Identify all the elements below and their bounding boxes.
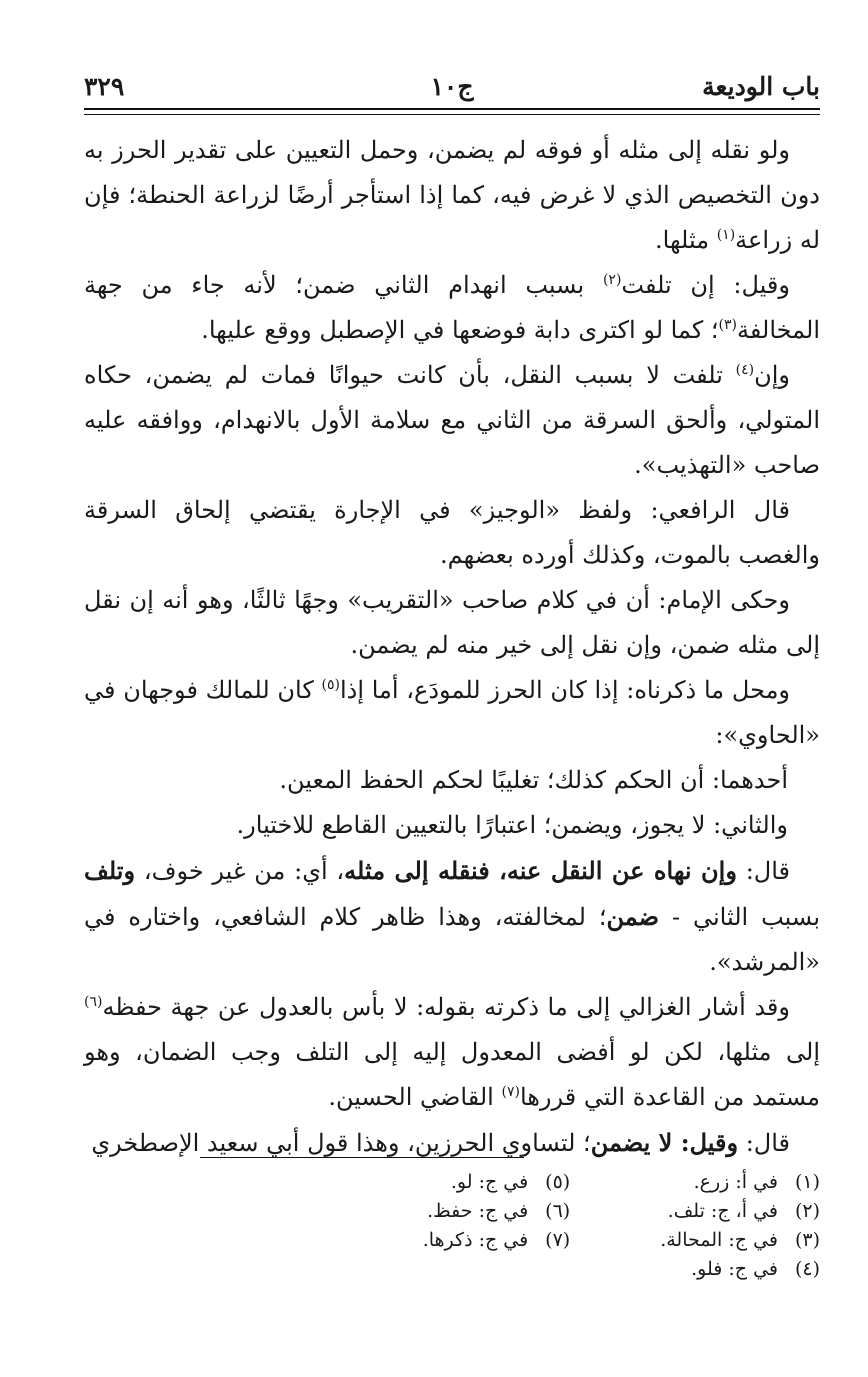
footnote-ref: (٤) bbox=[735, 362, 755, 378]
text-run: وقد أشار الغزالي إلى ما ذكرته بقوله: لا بأس بالعدول عن جهة حفظه bbox=[102, 993, 790, 1021]
footnote-ref: (٧) bbox=[501, 1084, 520, 1100]
quoted-matn: وقيل: لا يضمن bbox=[590, 1128, 739, 1157]
paragraph-9 bbox=[84, 848, 820, 985]
footnote-ref: (٢) bbox=[602, 272, 622, 288]
text-run: إلى مثلها، لكن لو أفضى المعدول إليه إلى التلف وجب الضمان، وهو مستمد من القاعدة التي قررها bbox=[84, 1038, 820, 1111]
footnote-item bbox=[423, 1197, 571, 1226]
footnote-text: في أ، ج: تلف. bbox=[667, 1200, 778, 1222]
text-run: ؛ لتساوي الحرزين، وهذا قول أبي سعيد الإصطخري bbox=[91, 1129, 591, 1157]
header-rule-thick bbox=[84, 108, 820, 110]
footnote-text: في ج: لو. bbox=[450, 1171, 529, 1193]
paragraph-8: والثاني: لا يجوز، ويضمن؛ اعتبارًا بالتعيين القاطع للاختيار. bbox=[236, 811, 788, 839]
header-rule-thin bbox=[84, 114, 820, 115]
footnote-item bbox=[660, 1197, 820, 1226]
footnote-number: (٤) bbox=[794, 1258, 820, 1280]
paragraph-10 bbox=[84, 985, 820, 1120]
footnote-ref: (٣) bbox=[718, 317, 738, 333]
paragraph-11 bbox=[84, 1120, 820, 1166]
paragraph-7: أحدهما: أن الحكم كذلك؛ تغليبًا لحكم الحفظ المعين. bbox=[279, 766, 788, 794]
quoted-matn: وتلف bbox=[84, 856, 136, 885]
text-run: مثلها. bbox=[655, 226, 717, 254]
paragraph-5: وحكى الإمام: أن في كلام صاحب «التقريب» وجهًا ثالثًا، وهو أنه إن نقل إلى مثله ضمن، وإن نقل إلى خير منه لم يضمن. bbox=[84, 586, 820, 659]
text-run: بسبب انهدام الثاني ضمن؛ لأنه جاء من جهة المخالفة bbox=[84, 271, 820, 344]
footnote-number: (٥) bbox=[545, 1171, 571, 1193]
footnote-text: في ج: المحالة. bbox=[660, 1229, 778, 1251]
text-run: تلفت لا بسبب النقل، بأن كانت حيوانًا فمات لم يضمن، حكاه المتولي، وألحق السرقة من الثاني مع سلامة الأول بالانهدام، ووافقه عليه صاحب «التهذيب». bbox=[84, 361, 820, 479]
paragraph-6 bbox=[84, 668, 820, 758]
page-header bbox=[84, 66, 820, 106]
footnote-number: (٢) bbox=[794, 1200, 820, 1222]
text-run: كان للمالك فوجهان في «الحاوي»: bbox=[84, 676, 820, 749]
quoted-matn: ضمن bbox=[606, 902, 660, 931]
text-run: ؛ لمخالفته، وهذا ظاهر كلام الشافعي، واختاره في «المرشد». bbox=[84, 903, 820, 976]
chapter-title: باب الوديعة bbox=[702, 72, 820, 101]
footnote-item bbox=[423, 1226, 571, 1255]
footnote-number: (٦) bbox=[545, 1200, 571, 1222]
text-run: ومحل ما ذكرناه: إذا كان الحرز للمودَع، أما إذا bbox=[339, 676, 791, 704]
footnote-item bbox=[423, 1168, 571, 1197]
footnote-number: (٧) bbox=[545, 1229, 571, 1251]
footnote-column-left bbox=[423, 1168, 571, 1284]
footnotes bbox=[160, 1168, 820, 1284]
text-run: القاضي الحسين. bbox=[328, 1083, 502, 1111]
main-text bbox=[84, 128, 820, 1166]
paragraph-3 bbox=[84, 353, 820, 488]
footnote-separator bbox=[200, 1157, 524, 1158]
footnote-column-right bbox=[660, 1168, 820, 1284]
text-run: وقيل: إن تلفت bbox=[621, 271, 790, 299]
text-run: قال: bbox=[738, 1129, 790, 1157]
footnote-text: في ج: حفظ. bbox=[427, 1200, 529, 1222]
paragraph-2 bbox=[84, 263, 820, 353]
footnote-ref: (٦) bbox=[84, 994, 103, 1010]
footnote-ref: (٥) bbox=[321, 677, 340, 693]
text-run: وإن bbox=[754, 361, 790, 389]
text-run: بسبب الثاني - bbox=[659, 903, 820, 931]
paragraph-4: قال الرافعي: ولفظ «الوجيز» في الإجارة يقتضي إلحاق السرقة والغصب بالموت، وكذلك أورده بعضهم. bbox=[84, 496, 820, 569]
footnote-item bbox=[660, 1168, 820, 1197]
paragraph-1 bbox=[84, 128, 820, 263]
text-run: ولو نقله إلى مثله أو فوقه لم يضمن، وحمل التعيين على تقدير الحرز به دون التخصيص الذي لا غرض فيه، كما إذا استأجر أرضًا لزراعة الحنطة؛ فإن له زراعة bbox=[84, 136, 820, 254]
footnote-item bbox=[660, 1226, 820, 1255]
text-run: ، أي: من غير خوف، bbox=[135, 857, 345, 885]
footnote-number: (١) bbox=[794, 1171, 820, 1193]
footnote-item bbox=[660, 1255, 820, 1284]
footnote-text: في ج: ذكرها. bbox=[422, 1229, 529, 1251]
text-run: قال: bbox=[736, 857, 791, 885]
footnote-text: في أ: زرع. bbox=[693, 1171, 778, 1193]
footnote-text: في ج: فلو. bbox=[691, 1258, 778, 1280]
footnote-ref: (١) bbox=[716, 227, 736, 243]
page-number: ٣٢٩ bbox=[84, 72, 125, 101]
quoted-matn: وإن نهاه عن النقل عنه، فنقله إلى مثله bbox=[344, 856, 737, 885]
volume-label: ج١٠ bbox=[430, 72, 474, 101]
text-run: ؛ كما لو اكترى دابة فوضعها في الإصطبل ووقع عليها. bbox=[201, 316, 719, 344]
footnote-number: (٣) bbox=[794, 1229, 820, 1251]
